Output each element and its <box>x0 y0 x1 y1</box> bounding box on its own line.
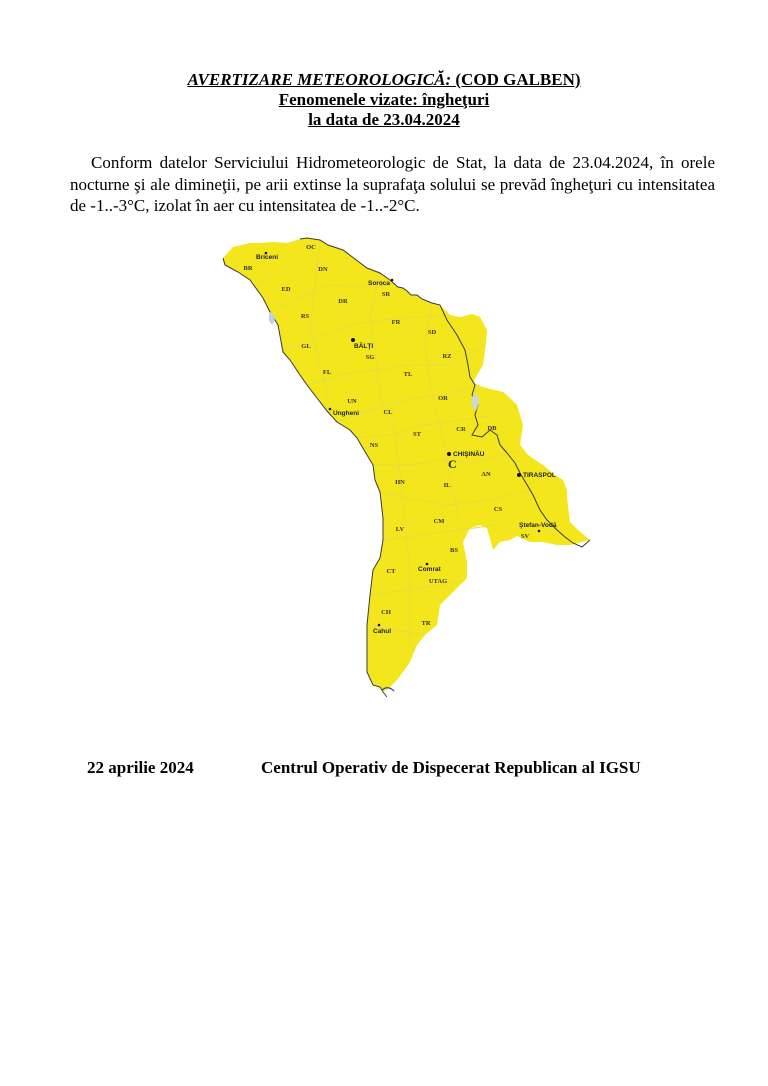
district-label-rs: RS <box>300 313 310 320</box>
footer-organization: Centrul Operativ de Dispecerat Republican al IGSU <box>261 758 641 777</box>
city-dot-icon <box>447 452 451 456</box>
district-label-db: DB <box>487 425 497 432</box>
warning-title-italic: AVERTIZARE METEOROLOGICĂ: <box>187 70 452 89</box>
district-label-st: ST <box>413 431 421 438</box>
district-label-ns: NS <box>369 442 379 449</box>
phenomena-line: Fenomenele vizate: îngheţuri <box>278 90 490 109</box>
district-label-fl: FL <box>322 369 332 376</box>
city-label: Briceni <box>256 254 279 261</box>
moldova-warning-map <box>210 225 600 705</box>
city-label: BĂLŢI <box>354 343 374 350</box>
map-svg <box>210 225 600 705</box>
district-label-ct: CT <box>386 568 396 575</box>
district-label-tl: TL <box>403 371 413 378</box>
district-label-or: OR <box>438 395 448 402</box>
district-label-hn: HN <box>395 479 405 486</box>
forecast-paragraph: Conform datelor Serviciului Hidrometeorologic de Stat, la data de 23.04.2024, în orele nocturne şi ale dimineţii, pe arii extinse la suprafaţa solului se prevăd îngheţuri cu intensitatea de -1..-3°C, izolat în aer cu intensitatea de -1..-2°C. <box>70 153 715 215</box>
district-label-cl: CL <box>383 409 393 416</box>
city-marker <box>517 472 556 479</box>
footer-date: 22 aprilie 2024 <box>87 758 194 777</box>
city-dot-icon <box>351 338 355 342</box>
district-label-br: BR <box>243 265 253 272</box>
district-label-gl: GL <box>301 343 311 350</box>
warning-title <box>0 70 768 90</box>
district-label-sd: SD <box>427 329 437 336</box>
capital-marker-label: C <box>448 457 457 471</box>
district-label-lv: LV <box>395 526 405 533</box>
city-label: Ştefan-Vodă <box>519 522 557 529</box>
district-label-sr: SR <box>381 291 391 298</box>
district-label-rz: RZ <box>442 353 452 360</box>
city-label: Cahul <box>373 628 392 635</box>
date-line: la data de 23.04.2024 <box>308 110 460 129</box>
district-label-dn: DN <box>318 266 328 273</box>
district-label-cs: CS <box>493 506 503 513</box>
city-marker <box>329 408 359 417</box>
warning-title-block <box>0 70 768 130</box>
warning-code: (COD GALBEN) <box>455 70 581 89</box>
city-dot-icon <box>426 563 429 566</box>
district-label-sv: SV <box>520 533 530 540</box>
district-label-an: AN <box>481 471 491 478</box>
district-label-dr: DR <box>338 298 348 305</box>
city-dot-icon <box>329 408 332 411</box>
district-label-ed: ED <box>281 286 291 293</box>
city-label: Soroca <box>368 280 391 287</box>
city-dot-icon <box>538 530 541 533</box>
city-dot-icon <box>391 279 394 282</box>
district-label-utag: UTAG <box>428 578 448 585</box>
city-dot-icon <box>378 624 381 627</box>
district-label-cm: CM <box>433 518 445 525</box>
district-label-fr: FR <box>391 319 401 326</box>
city-marker <box>256 252 278 261</box>
district-label-ch: CH <box>381 609 391 616</box>
district-label-oc: OC <box>306 244 316 251</box>
district-label-un: UN <box>347 398 357 405</box>
city-dot-icon <box>517 473 521 477</box>
city-label: Ungheni <box>333 410 359 417</box>
district-label-il: IL <box>443 482 451 489</box>
city-label: CHIŞINĂU <box>453 451 485 458</box>
district-label-sg: SG <box>365 354 375 361</box>
district-label-bs: BS <box>450 547 458 554</box>
city-marker <box>368 279 393 287</box>
city-label: Comrat <box>418 566 441 573</box>
district-label-cr: CR <box>456 426 466 433</box>
city-label: TIRASPOL <box>523 472 556 479</box>
district-label-tr: TR <box>421 620 431 627</box>
